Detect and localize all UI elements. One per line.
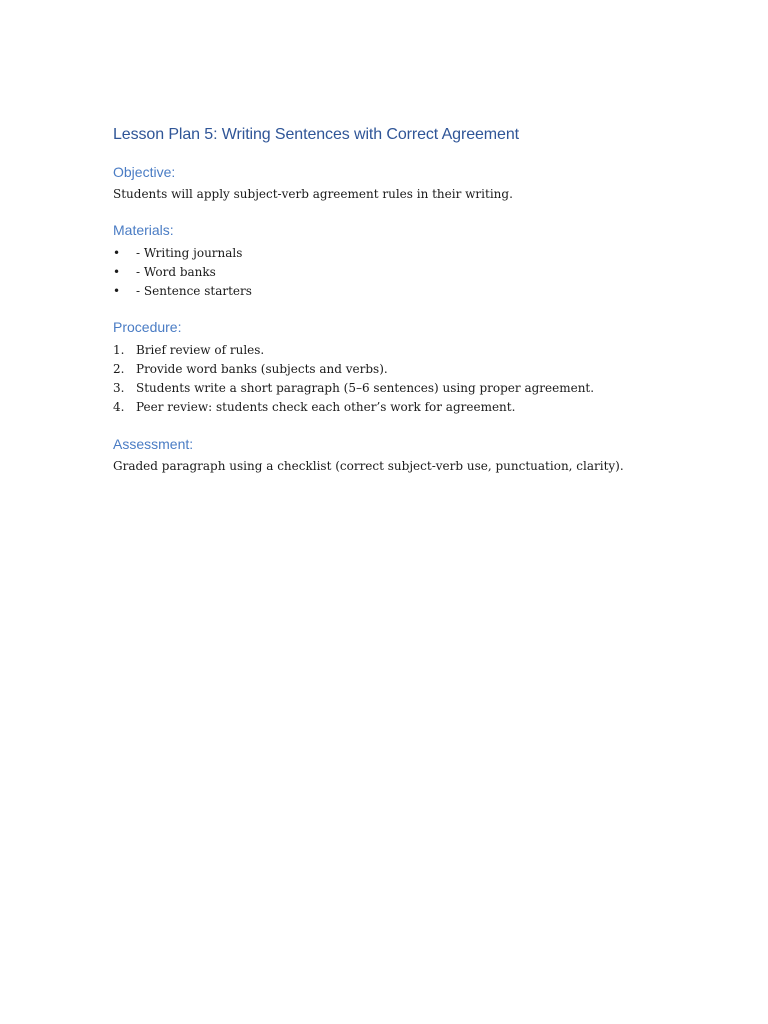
list-item	[113, 244, 713, 263]
step-text: Students write a short paragraph (5–6 sentences) using proper agreement.	[136, 381, 595, 395]
step-text: Brief review of rules.	[136, 343, 265, 357]
list-item-text: - Sentence starters	[136, 284, 252, 298]
list-item-text: - Word banks	[136, 265, 216, 279]
materials-list	[113, 244, 713, 301]
step-number: 2.	[113, 362, 125, 376]
step-number: 1.	[113, 343, 125, 357]
list-item	[113, 282, 713, 301]
bullet-icon: •	[113, 265, 121, 279]
assessment-text: Graded paragraph using a checklist (correct subject-verb use, punctuation, clarity).	[113, 459, 624, 473]
bullet-icon: •	[113, 284, 121, 298]
page-title: Lesson Plan 5: Writing Sentences with Correct Agreement	[113, 126, 519, 143]
procedure-list	[113, 341, 713, 417]
step-text: Provide word banks (subjects and verbs).	[136, 362, 388, 376]
document-page	[113, 124, 713, 493]
step-text: Peer review: students check each other’s work for agreement.	[136, 400, 516, 414]
list-item-text: - Writing journals	[136, 246, 243, 260]
objective-heading: Objective:	[113, 164, 176, 180]
bullet-icon: •	[113, 246, 121, 260]
list-item	[113, 379, 713, 398]
list-item	[113, 263, 713, 282]
list-item	[113, 398, 713, 417]
step-number: 4.	[113, 400, 125, 414]
step-number: 3.	[113, 381, 125, 395]
procedure-heading: Procedure:	[113, 319, 182, 335]
list-item	[113, 360, 713, 379]
assessment-heading: Assessment:	[113, 436, 194, 452]
objective-text: Students will apply subject-verb agreement rules in their writing.	[113, 187, 513, 201]
materials-heading: Materials:	[113, 222, 174, 238]
list-item	[113, 341, 713, 360]
